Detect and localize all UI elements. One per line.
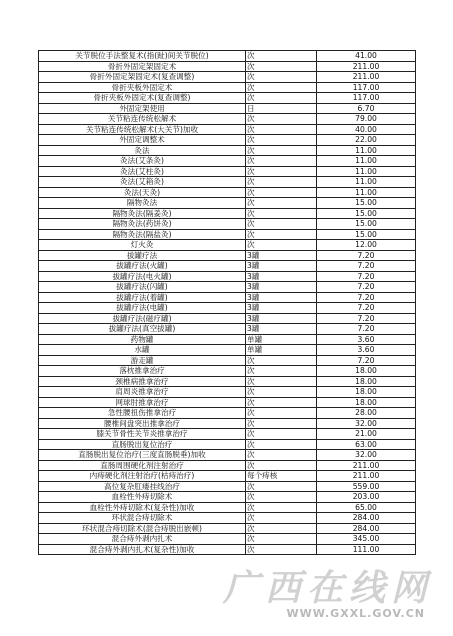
unit-cell: 次 <box>246 397 317 408</box>
table-row <box>39 397 416 408</box>
price-cell: 18.00 <box>317 397 416 408</box>
table-row <box>39 502 416 513</box>
table-row <box>39 198 416 209</box>
price-cell: 211.00 <box>317 460 416 471</box>
price-cell: 211.00 <box>317 72 416 83</box>
table-row <box>39 429 416 440</box>
unit-cell: 单罐 <box>246 334 317 345</box>
fee-table <box>38 50 416 555</box>
item-name-cell: 环状混合痔切除术(混合痔脱出嵌顿) <box>39 523 246 534</box>
price-cell: 111.00 <box>317 544 416 555</box>
price-cell: 7.20 <box>317 292 416 303</box>
item-name-cell: 灸法 <box>39 145 246 156</box>
unit-cell: 次 <box>246 534 317 545</box>
table-row <box>39 471 416 482</box>
unit-cell: 次 <box>246 502 317 513</box>
table-row <box>39 187 416 198</box>
price-cell: 40.00 <box>317 124 416 135</box>
item-name-cell: 隔物灸法(药饼灸) <box>39 219 246 230</box>
item-name-cell: 颈椎病推拿治疗 <box>39 376 246 387</box>
table-row <box>39 408 416 419</box>
table-row <box>39 492 416 503</box>
item-name-cell: 骨折夹板外固定术 <box>39 82 246 93</box>
table-row <box>39 282 416 293</box>
price-cell: 11.00 <box>317 177 416 188</box>
price-cell: 63.00 <box>317 439 416 450</box>
item-name-cell: 拔罐疗法(着罐) <box>39 292 246 303</box>
item-name-cell: 关节粘连传统松解术(大关节)加收 <box>39 124 246 135</box>
unit-cell: 次 <box>246 429 317 440</box>
price-cell: 6.70 <box>317 103 416 114</box>
price-cell: 7.20 <box>317 313 416 324</box>
unit-cell: 3罐 <box>246 324 317 335</box>
table-row <box>39 313 416 324</box>
table-row <box>39 324 416 335</box>
unit-cell: 次 <box>246 187 317 198</box>
unit-cell: 次 <box>246 513 317 524</box>
item-name-cell: 灸法(艾箱灸) <box>39 177 246 188</box>
item-name-cell: 灸法(艾柱灸) <box>39 166 246 177</box>
item-name-cell: 隔物灸法(隔姜灸) <box>39 208 246 219</box>
table-row <box>39 376 416 387</box>
unit-cell: 3罐 <box>246 271 317 282</box>
price-cell: 11.00 <box>317 156 416 167</box>
item-name-cell: 关节脱位手法整复术(指(趾)间关节脱位) <box>39 51 246 62</box>
item-name-cell: 直肠脱出复位治疗(三度直肠脱垂)加收 <box>39 450 246 461</box>
price-cell: 7.20 <box>317 261 416 272</box>
item-name-cell: 游走罐 <box>39 355 246 366</box>
item-name-cell: 膝关节骨性关节炎推拿治疗 <box>39 429 246 440</box>
item-name-cell: 拔罐疗法(电火罐) <box>39 271 246 282</box>
unit-cell: 次 <box>246 219 317 230</box>
price-cell: 15.00 <box>317 229 416 240</box>
unit-cell: 次 <box>246 177 317 188</box>
unit-cell: 次 <box>246 166 317 177</box>
item-name-cell: 水罐 <box>39 345 246 356</box>
table-row <box>39 534 416 545</box>
unit-cell: 次 <box>246 208 317 219</box>
item-name-cell: 隔物灸法(隔盐灸) <box>39 229 246 240</box>
price-cell: 18.00 <box>317 376 416 387</box>
unit-cell: 单罐 <box>246 345 317 356</box>
price-cell: 18.00 <box>317 366 416 377</box>
unit-cell: 次 <box>246 93 317 104</box>
item-name-cell: 拔罐疗法(磁疗罐) <box>39 313 246 324</box>
price-cell: 3.60 <box>317 345 416 356</box>
unit-cell: 3罐 <box>246 261 317 272</box>
unit-cell: 3罐 <box>246 292 317 303</box>
item-name-cell: 骨折外固定架固定术 <box>39 61 246 72</box>
table-row <box>39 523 416 534</box>
unit-cell: 次 <box>246 240 317 251</box>
price-cell: 11.00 <box>317 187 416 198</box>
unit-cell: 次 <box>246 439 317 450</box>
price-cell: 7.20 <box>317 250 416 261</box>
item-name-cell: 拔罐疗法(火罐) <box>39 261 246 272</box>
price-cell: 559.00 <box>317 481 416 492</box>
item-name-cell: 血栓性外痔切除术 <box>39 492 246 503</box>
item-name-cell: 腰椎间盘突出推拿治疗 <box>39 418 246 429</box>
unit-cell: 次 <box>246 418 317 429</box>
item-name-cell: 直肠脱出复位治疗 <box>39 439 246 450</box>
table-row <box>39 93 416 104</box>
item-name-cell: 骨折夹板外固定术(复查调整) <box>39 93 246 104</box>
price-cell: 28.00 <box>317 408 416 419</box>
unit-cell: 次 <box>246 408 317 419</box>
table-row <box>39 82 416 93</box>
table-row <box>39 124 416 135</box>
table-row <box>39 103 416 114</box>
item-name-cell: 高位复杂肛瘘挂线治疗 <box>39 481 246 492</box>
table-row <box>39 345 416 356</box>
unit-cell: 次 <box>246 124 317 135</box>
table-row <box>39 334 416 345</box>
item-name-cell: 混合痔外剥内扎术 <box>39 534 246 545</box>
unit-cell: 次 <box>246 198 317 209</box>
item-name-cell: 外固定架使用 <box>39 103 246 114</box>
item-name-cell: 拔罐疗法(真空拔罐) <box>39 324 246 335</box>
item-name-cell: 拔罐疗法(闪罐) <box>39 282 246 293</box>
price-cell: 7.20 <box>317 282 416 293</box>
price-cell: 203.00 <box>317 492 416 503</box>
price-cell: 7.20 <box>317 324 416 335</box>
unit-cell: 次 <box>246 114 317 125</box>
item-name-cell: 拔罐疗法 <box>39 250 246 261</box>
unit-cell: 次 <box>246 156 317 167</box>
unit-cell: 次 <box>246 460 317 471</box>
unit-cell: 次 <box>246 61 317 72</box>
unit-cell: 次 <box>246 366 317 377</box>
fee-table-body <box>39 51 416 555</box>
item-name-cell: 拔罐疗法(电罐) <box>39 303 246 314</box>
price-cell: 15.00 <box>317 208 416 219</box>
table-row <box>39 387 416 398</box>
price-cell: 3.60 <box>317 334 416 345</box>
unit-cell: 每个痔核 <box>246 471 317 482</box>
item-name-cell: 混合痔外剥内扎术(复杂性)加收 <box>39 544 246 555</box>
item-name-cell: 灸法(天灸) <box>39 187 246 198</box>
item-name-cell: 肩周炎推拿治疗 <box>39 387 246 398</box>
item-name-cell: 急性腰扭伤推拿治疗 <box>39 408 246 419</box>
item-name-cell: 落枕推拿治疗 <box>39 366 246 377</box>
table-row <box>39 156 416 167</box>
table-row <box>39 219 416 230</box>
item-name-cell: 药物罐 <box>39 334 246 345</box>
unit-cell: 3罐 <box>246 282 317 293</box>
table-row <box>39 208 416 219</box>
table-row <box>39 177 416 188</box>
unit-cell: 3罐 <box>246 313 317 324</box>
price-cell: 11.00 <box>317 166 416 177</box>
table-row <box>39 240 416 251</box>
price-cell: 345.00 <box>317 534 416 545</box>
item-name-cell: 关节粘连传统松解术 <box>39 114 246 125</box>
price-cell: 79.00 <box>317 114 416 125</box>
unit-cell: 次 <box>246 387 317 398</box>
table-row <box>39 418 416 429</box>
price-cell: 15.00 <box>317 198 416 209</box>
price-cell: 7.20 <box>317 303 416 314</box>
price-cell: 15.00 <box>317 219 416 230</box>
table-row <box>39 366 416 377</box>
table-row <box>39 513 416 524</box>
price-cell: 65.00 <box>317 502 416 513</box>
item-name-cell: 直肠周围硬化剂注射治疗 <box>39 460 246 471</box>
item-name-cell: 隔物灸法 <box>39 198 246 209</box>
table-row <box>39 145 416 156</box>
item-name-cell: 灸法(艾条灸) <box>39 156 246 167</box>
price-cell: 32.00 <box>317 418 416 429</box>
unit-cell: 次 <box>246 355 317 366</box>
table-row <box>39 460 416 471</box>
item-name-cell: 灯火灸 <box>39 240 246 251</box>
table-row <box>39 544 416 555</box>
table-row <box>39 72 416 83</box>
unit-cell: 次 <box>246 229 317 240</box>
table-row <box>39 481 416 492</box>
unit-cell: 次 <box>246 145 317 156</box>
table-row <box>39 303 416 314</box>
price-cell: 12.00 <box>317 240 416 251</box>
price-cell: 41.00 <box>317 51 416 62</box>
price-cell: 7.20 <box>317 355 416 366</box>
price-cell: 117.00 <box>317 82 416 93</box>
unit-cell: 次 <box>246 135 317 146</box>
table-row <box>39 250 416 261</box>
watermark-logo-text: 广西在线网 <box>222 567 433 609</box>
unit-cell: 日 <box>246 103 317 114</box>
unit-cell: 次 <box>246 492 317 503</box>
price-cell: 211.00 <box>317 471 416 482</box>
price-cell: 211.00 <box>317 61 416 72</box>
unit-cell: 次 <box>246 450 317 461</box>
table-row <box>39 450 416 461</box>
price-cell: 11.00 <box>317 145 416 156</box>
unit-cell: 次 <box>246 376 317 387</box>
table-row <box>39 61 416 72</box>
price-cell: 117.00 <box>317 93 416 104</box>
item-name-cell: 外固定调整术 <box>39 135 246 146</box>
price-cell: 32.00 <box>317 450 416 461</box>
price-cell: 18.00 <box>317 387 416 398</box>
table-row <box>39 355 416 366</box>
watermark-url: WWW.GXXL.GOV.CN <box>286 607 425 620</box>
item-name-cell: 网球肘推拿治疗 <box>39 397 246 408</box>
unit-cell: 次 <box>246 51 317 62</box>
table-row <box>39 114 416 125</box>
item-name-cell: 骨折外固定架固定术(复查调整) <box>39 72 246 83</box>
unit-cell: 次 <box>246 72 317 83</box>
table-row <box>39 166 416 177</box>
unit-cell: 次 <box>246 481 317 492</box>
item-name-cell: 内痔硬化剂注射治疗(枯痔治疗) <box>39 471 246 482</box>
table-row <box>39 51 416 62</box>
price-cell: 284.00 <box>317 513 416 524</box>
price-cell: 7.20 <box>317 271 416 282</box>
item-name-cell: 环状混合痔切除术 <box>39 513 246 524</box>
table-row <box>39 261 416 272</box>
table-row <box>39 271 416 282</box>
unit-cell: 次 <box>246 544 317 555</box>
table-row <box>39 229 416 240</box>
table-row <box>39 439 416 450</box>
unit-cell: 3罐 <box>246 303 317 314</box>
table-row <box>39 292 416 303</box>
price-cell: 21.00 <box>317 429 416 440</box>
unit-cell: 次 <box>246 82 317 93</box>
unit-cell: 3罐 <box>246 250 317 261</box>
unit-cell: 次 <box>246 523 317 534</box>
price-cell: 284.00 <box>317 523 416 534</box>
table-row <box>39 135 416 146</box>
item-name-cell: 血栓性外痔切除术(复杂性)加收 <box>39 502 246 513</box>
price-cell: 22.00 <box>317 135 416 146</box>
